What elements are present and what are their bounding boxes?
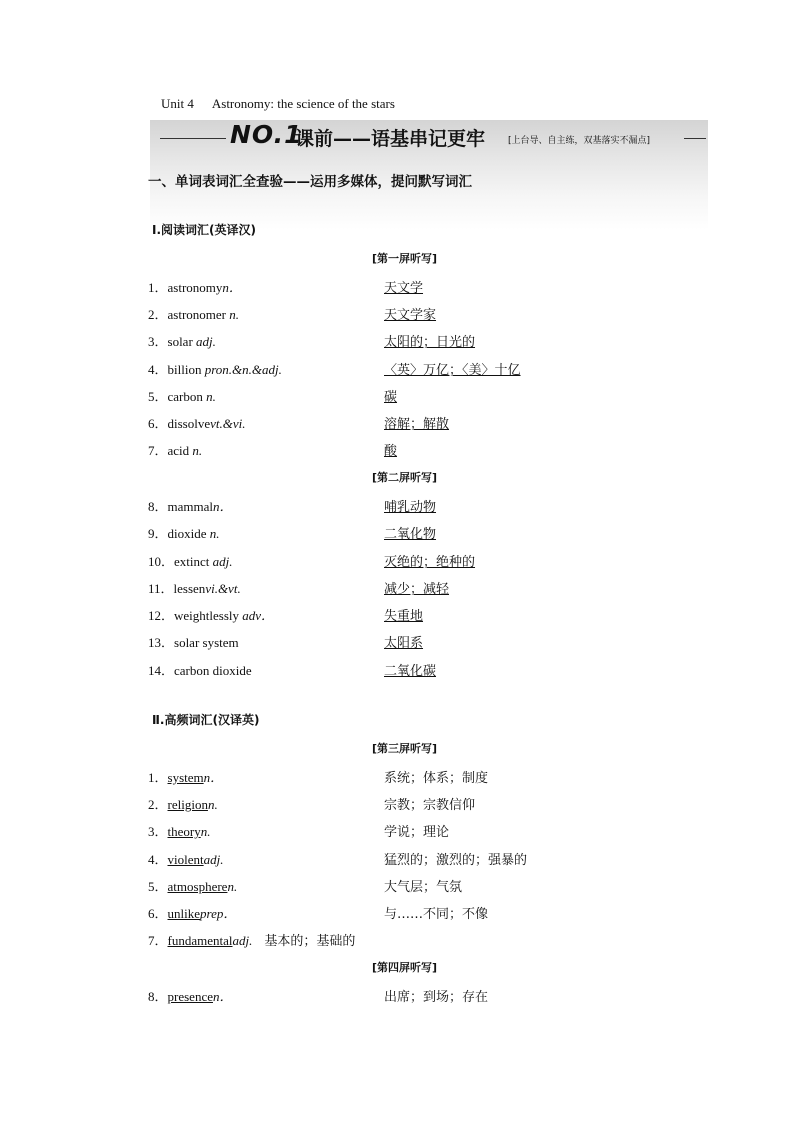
chinese-meaning: 学说；理论	[384, 825, 450, 840]
vocab-row: 8．presencen． 出席；到场；存在	[148, 986, 708, 1006]
part1-heading: Ⅰ.阅读词汇(英译汉)	[152, 223, 256, 237]
banner-subtitle: [上台导、自主练，双基落实不漏点]	[508, 136, 651, 146]
english-word: solar system	[174, 635, 239, 650]
unit-label: Unit 4	[161, 96, 194, 111]
vocab-row: 11．lessenvi.&vt. 减少；减轻	[148, 578, 708, 598]
english-word: unlike	[167, 906, 201, 921]
vocab-row: 4．billion pron.&n.&adj. 〈英〉万亿；〈美〉十亿	[148, 359, 708, 379]
english-word: extinct	[174, 554, 210, 569]
english-word: violent	[167, 852, 204, 867]
chinese-meaning: 与……不同；不像	[384, 907, 489, 922]
screen-label-4: [第四屏听写]	[372, 961, 438, 974]
banner-title: 课前——语基串记更牢	[295, 128, 486, 150]
part2-heading: Ⅱ.高频词汇(汉译英)	[152, 713, 260, 727]
chinese-meaning: 溶解；解散	[384, 417, 450, 432]
english-word: astronomy	[167, 280, 223, 295]
vocab-row: 3．solar adj. 太阳的；日光的	[148, 331, 708, 351]
chinese-meaning: 灭绝的；绝种的	[384, 555, 476, 570]
chinese-meaning: 减少；减轻	[384, 582, 450, 597]
unit-title: Astronomy: the science of the stars	[211, 96, 395, 111]
vocab-row: 4．violentadj. 猛烈的；激烈的；强暴的	[148, 849, 708, 869]
chinese-meaning: 二氧化物	[384, 527, 437, 542]
vocab-row: 2．astronomer n. 天文学家	[148, 304, 708, 324]
english-word: atmosphere	[167, 879, 228, 894]
chinese-meaning: 失重地	[384, 609, 424, 624]
english-word: fundamental	[167, 933, 233, 948]
vocab-row: 8．mammaln． 哺乳动物	[148, 496, 708, 516]
chinese-meaning: 宗教；宗教信仰	[384, 798, 476, 813]
english-word: carbon dioxide	[174, 663, 252, 678]
screen-label-3: [第三屏听写]	[372, 742, 438, 755]
vocab-row: 10．extinct adj. 灭绝的；绝种的	[148, 551, 708, 571]
vocab-row: 6．dissolvevt.&vi. 溶解；解散	[148, 413, 708, 433]
vocab-row: 14．carbon dioxide 二氧化碳	[148, 660, 708, 680]
banner-divider-right	[684, 138, 706, 139]
chinese-meaning: 碳	[384, 390, 398, 405]
english-word: theory	[167, 824, 201, 839]
chinese-meaning: 系统；体系；制度	[384, 771, 489, 786]
english-word: dissolve	[167, 416, 211, 431]
chinese-meaning: 太阳系	[384, 636, 424, 651]
chinese-meaning: 二氧化碳	[384, 664, 437, 679]
vocab-row: 1．astronomyn． 天文学	[148, 277, 708, 297]
english-word: solar	[167, 334, 193, 349]
vocab-row: 5．atmospheren. 大气层；气氛	[148, 876, 708, 896]
chinese-meaning: 大气层；气氛	[384, 880, 463, 895]
section-heading: 一、单词表词汇全查验——运用多媒体，提问默写词汇	[148, 174, 472, 190]
chinese-meaning: 太阳的；日光的	[384, 335, 476, 350]
english-word: religion	[167, 797, 208, 812]
chinese-meaning: 出席；到场；存在	[384, 990, 489, 1005]
vocab-row: 9．dioxide n. 二氧化物	[148, 523, 708, 543]
vocab-row: 12．weightlessly adv． 失重地	[148, 605, 708, 625]
vocab-row: 5．carbon n. 碳	[148, 386, 708, 406]
vocab-row: 6．unlikeprep． 与……不同；不像	[148, 903, 708, 923]
chinese-meaning: 哺乳动物	[384, 500, 437, 515]
chinese-meaning: 猛烈的；激烈的；强暴的	[384, 853, 528, 868]
vocab-row: 1．systemn． 系统；体系；制度	[148, 767, 708, 787]
unit-header	[161, 96, 395, 112]
chinese-meaning: 基本的；基础的	[264, 934, 356, 949]
english-word: mammal	[167, 499, 214, 514]
vocab-row: 2．religionn. 宗教；宗教信仰	[148, 794, 708, 814]
english-word: weightlessly	[174, 608, 240, 623]
english-word: astronomer	[167, 307, 226, 322]
vocab-row: 7．fundamentaladj. 基本的；基础的	[148, 933, 356, 949]
chinese-meaning: 〈英〉万亿；〈美〉十亿	[384, 363, 521, 378]
chinese-meaning: 天文学	[384, 281, 424, 296]
banner-number: NO.1	[230, 120, 303, 149]
english-word: acid	[167, 443, 190, 458]
english-word: billion	[167, 362, 202, 377]
chinese-meaning: 天文学家	[384, 308, 437, 323]
english-word: dioxide	[167, 526, 207, 541]
english-word: system	[167, 770, 204, 785]
chinese-meaning: 酸	[384, 444, 398, 459]
screen-label-2: [第二屏听写]	[372, 471, 438, 484]
vocab-row: 3．theoryn. 学说；理论	[148, 821, 708, 841]
vocab-row: 13．solar system 太阳系	[148, 632, 708, 652]
screen-label-1: [第一屏听写]	[372, 252, 438, 265]
banner-divider-left	[160, 138, 226, 139]
english-word: presence	[167, 989, 213, 1004]
english-word: lessen	[173, 581, 206, 596]
vocab-row: 7．acid n. 酸	[148, 440, 708, 460]
english-word: carbon	[167, 389, 203, 404]
